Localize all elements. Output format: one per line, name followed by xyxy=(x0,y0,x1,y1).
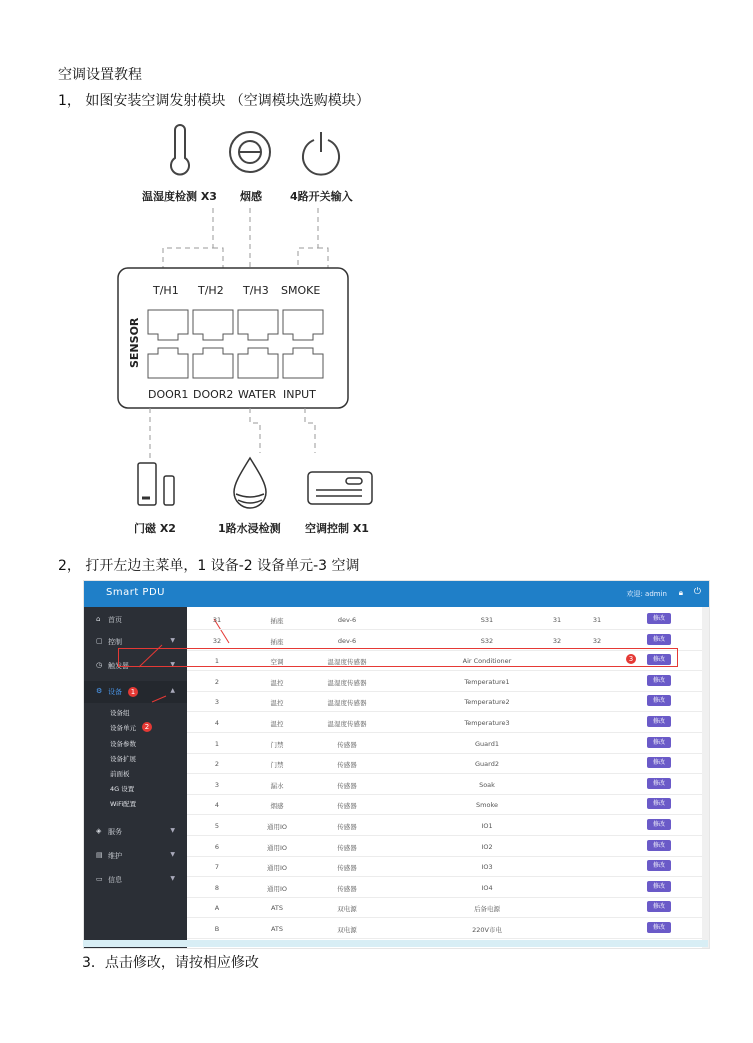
table-cell-c3: dev-6 xyxy=(337,616,357,624)
table-cell-c4: IO4 xyxy=(481,883,493,892)
chevron-down-icon: ▼ xyxy=(170,661,175,668)
table-cell-c4: 220V市电 xyxy=(472,926,502,934)
table-cell-c3: 传感器 xyxy=(337,761,357,770)
table-cell-c3: 传感器 xyxy=(337,781,357,790)
table-cell-c2: 门禁 xyxy=(270,761,284,770)
table-cell-c3: 温湿度传感器 xyxy=(327,678,367,687)
table-cell-c2: 温控 xyxy=(270,678,284,687)
smoke-detector-icon xyxy=(230,132,270,172)
port-input: INPUT xyxy=(283,388,316,401)
table-cell-c2: 插座 xyxy=(270,637,284,646)
nav-service[interactable]: ◈ 服务 ▼ xyxy=(96,827,175,836)
bottom-label-door: 门磁 X2 xyxy=(134,522,176,535)
table-cell-c2: 漏水 xyxy=(270,781,284,790)
power-icon[interactable]: ⏻ xyxy=(693,587,701,597)
edit-button[interactable]: 修改 xyxy=(647,716,671,727)
edit-button[interactable]: 修改 xyxy=(647,613,671,624)
table-cell-c3: 温湿度传感器 xyxy=(327,658,367,667)
table-row xyxy=(187,733,709,754)
sub-device-params[interactable]: 设备参数 xyxy=(110,740,136,748)
table-row xyxy=(187,918,709,939)
edit-button[interactable]: 修改 xyxy=(647,860,671,871)
step-2: 2， 打开左边主菜单，1 设备-2 设备单元-3 空调 xyxy=(58,558,360,574)
table-row xyxy=(187,691,709,712)
sensor-wiring-diagram xyxy=(100,118,420,548)
chevron-down-icon: ▼ xyxy=(170,851,175,858)
nav-maintain[interactable]: ▤ 维护 ▼ xyxy=(96,851,175,860)
table-cell-c3: 传感器 xyxy=(337,884,357,893)
air-conditioner-icon xyxy=(308,472,372,504)
table-cell-c1: B xyxy=(214,925,220,933)
table-row xyxy=(187,712,709,733)
chevron-down-icon: ▼ xyxy=(170,827,175,834)
table-row xyxy=(187,609,709,630)
sub-front-panel[interactable]: 前面板 xyxy=(110,770,130,778)
table-cell-c3: 传感器 xyxy=(337,823,357,831)
clock-icon: ◷ xyxy=(96,661,103,669)
table-cell-c1: 31 xyxy=(212,616,222,624)
arrow-2 xyxy=(152,696,166,702)
table-cell-c5: 31 xyxy=(552,616,562,624)
table-cell-c4: IO3 xyxy=(481,863,493,872)
port-water: WATER xyxy=(238,388,277,401)
table-cell-c3: 温湿度传感器 xyxy=(327,699,367,708)
table-row xyxy=(187,753,709,774)
table-cell-c3: 传感器 xyxy=(337,740,357,749)
table-cell-c1: 4 xyxy=(214,801,220,810)
table-row xyxy=(187,836,709,857)
table-cell-c1: 3 xyxy=(214,698,220,707)
bottom-label-ac: 空调控制 X1 xyxy=(305,522,369,535)
edit-button[interactable]: 修改 xyxy=(647,778,671,789)
table-cell-c2: ATS xyxy=(270,925,284,933)
edit-button[interactable]: 修改 xyxy=(647,922,671,933)
table-row xyxy=(187,856,709,877)
taskbar-strip xyxy=(83,940,708,947)
port-th3: T/H3 xyxy=(243,284,269,297)
table-cell-c4: Temperature2 xyxy=(464,698,510,707)
edit-button[interactable]: 修改 xyxy=(647,901,671,912)
nav-trigger[interactable]: ◷ 触发器 ▼ xyxy=(96,661,175,670)
table-cell-c4: Air Conditioner xyxy=(462,657,512,666)
bottom-label-water: 1路水浸检测 xyxy=(218,522,281,535)
sub-device-unit[interactable]: 设备单元 xyxy=(110,724,136,732)
table-cell-c4: IO1 xyxy=(481,822,493,830)
table-row xyxy=(187,815,709,836)
table-cell-c1: 32 xyxy=(212,636,222,645)
edit-button[interactable]: 修改 xyxy=(647,881,671,892)
step-badge-3: 3 xyxy=(626,654,636,664)
table-cell-c4: Temperature3 xyxy=(464,719,510,727)
table-cell-c2: 门禁 xyxy=(270,740,284,749)
step-badge-1: 1 xyxy=(128,687,138,697)
table-cell-c1: A xyxy=(214,904,220,913)
doc-icon: ▤ xyxy=(96,851,103,859)
table-cell-c3: 双电源 xyxy=(337,905,357,914)
control-icon: ▢ xyxy=(96,637,103,645)
chevron-down-icon: ▼ xyxy=(170,875,175,882)
table-cell-c3: 传感器 xyxy=(337,864,357,873)
top-label-th: 温湿度检测 X3 xyxy=(142,190,217,203)
sub-wifi[interactable]: WiFi配置 xyxy=(110,800,137,808)
port-smoke: SMOKE xyxy=(281,284,321,297)
table-cell-c5: 32 xyxy=(552,636,562,645)
edit-button[interactable]: 修改 xyxy=(647,840,671,851)
doc-title: 空调设置教程 xyxy=(58,67,142,83)
table-cell-c3: 温湿度传感器 xyxy=(327,720,367,728)
water-drop-icon xyxy=(234,458,266,508)
table-cell-c2: 温控 xyxy=(270,699,284,708)
table-cell-c2: 温控 xyxy=(270,720,284,728)
table-cell-c1: 6 xyxy=(214,842,220,851)
nav-control[interactable]: ▢ 控制 ▼ xyxy=(96,637,175,646)
table-cell-c2: 空调 xyxy=(270,658,284,667)
sub-device-ext[interactable]: 设备扩展 xyxy=(110,755,136,763)
chevron-down-icon: ▼ xyxy=(170,637,175,644)
table-row xyxy=(187,794,709,815)
table-cell-c1: 4 xyxy=(214,719,220,727)
air-conditioner-highlight xyxy=(118,648,678,667)
table-row xyxy=(187,897,709,918)
top-label-input: 4路开关输入 xyxy=(290,190,353,203)
step-1: 1， 如图安装空调发射模块 （空调模块选购模块） xyxy=(58,93,370,109)
table-cell-c1: 7 xyxy=(214,863,220,872)
thermometer-icon xyxy=(171,125,189,174)
port-th2: T/H2 xyxy=(198,284,224,297)
table-cell-c4: Soak xyxy=(479,780,495,789)
info-icon: ▭ xyxy=(96,875,103,883)
table-cell-c2: 插座 xyxy=(270,617,284,625)
table-cell-c4: IO2 xyxy=(481,842,493,851)
table-cell-c2: 通用IO xyxy=(266,843,288,852)
table-cell-c4: S32 xyxy=(480,636,494,645)
home-icon: ⌂ xyxy=(96,615,101,623)
port-door2: DOOR2 xyxy=(193,388,234,401)
edit-button[interactable]: 修改 xyxy=(647,757,671,768)
table-cell-c1: 1 xyxy=(214,657,220,666)
table-cell-c4: Guard2 xyxy=(475,760,499,769)
table-cell-c3: 双电源 xyxy=(337,926,357,934)
port-th1: T/H1 xyxy=(153,284,179,297)
table-cell-c3: 传感器 xyxy=(337,843,357,852)
step-3: 3．点击修改，请按相应修改 xyxy=(82,955,259,971)
table-cell-c3: dev-6 xyxy=(337,636,357,645)
shield-icon: ◈ xyxy=(96,827,102,835)
edit-button[interactable]: 修改 xyxy=(647,634,671,645)
table-cell-c2: 通用IO xyxy=(266,864,288,873)
sub-4g[interactable]: 4G 设置 xyxy=(110,785,135,793)
edit-button[interactable]: 修改 xyxy=(647,675,671,686)
sensor-label: SENSOR xyxy=(128,317,141,368)
nav-info[interactable]: ▭ 信息 ▼ xyxy=(96,875,175,884)
table-cell-c4: Guard1 xyxy=(475,739,499,748)
table-cell-c4: 后备电源 xyxy=(474,905,500,914)
top-label-smoke: 烟感 xyxy=(240,190,262,203)
sub-device-group[interactable]: 设备组 xyxy=(110,709,130,717)
table-cell-c1: 2 xyxy=(214,677,220,686)
table-cell-c1: 8 xyxy=(214,883,220,892)
table-row xyxy=(187,774,709,795)
table-cell-c4: S31 xyxy=(480,616,494,624)
table-cell-c3: 传感器 xyxy=(337,802,357,811)
edit-button[interactable]: 修改 xyxy=(647,737,671,748)
table-cell-c1: 2 xyxy=(214,760,220,769)
lock-icon[interactable]: 🔒︎ xyxy=(678,588,683,597)
table-cell-c1: 5 xyxy=(214,822,220,830)
nav-home[interactable]: ⌂ 首页 xyxy=(96,615,122,624)
table-cell-c1: 3 xyxy=(214,780,220,789)
edit-button[interactable]: 修改 xyxy=(647,798,671,809)
welcome-text: 欢迎: admin xyxy=(626,590,667,598)
scrollbar[interactable] xyxy=(702,607,709,948)
edit-button[interactable]: 修改 xyxy=(647,654,671,665)
table-cell-c4: Smoke xyxy=(476,801,498,810)
smart-pdu-screenshot xyxy=(83,580,710,949)
table-cell-c6: 32 xyxy=(592,636,602,645)
table-cell-c2: 烟感 xyxy=(270,802,284,811)
table-cell-c6: 31 xyxy=(592,616,602,624)
nav-device[interactable]: ⚙ 设备 ▲ xyxy=(84,681,187,703)
table-cell-c4: Temperature1 xyxy=(464,677,510,686)
power-icon xyxy=(303,132,339,175)
chevron-up-icon: ▲ xyxy=(170,687,175,694)
door-sensor-icon xyxy=(138,463,174,505)
table-cell-c2: ATS xyxy=(270,904,284,913)
port-door1: DOOR1 xyxy=(148,388,189,401)
brand-title: Smart PDU xyxy=(106,587,165,598)
table-cell-c2: 通用IO xyxy=(266,884,288,893)
gear-icon: ⚙ xyxy=(96,687,103,695)
table-cell-c2: 通用IO xyxy=(266,823,288,831)
table-row xyxy=(187,671,709,692)
edit-button[interactable]: 修改 xyxy=(647,819,671,830)
table-row xyxy=(187,877,709,898)
table-cell-c1: 1 xyxy=(214,739,220,748)
edit-button[interactable]: 修改 xyxy=(647,695,671,706)
step-badge-2: 2 xyxy=(142,722,152,732)
